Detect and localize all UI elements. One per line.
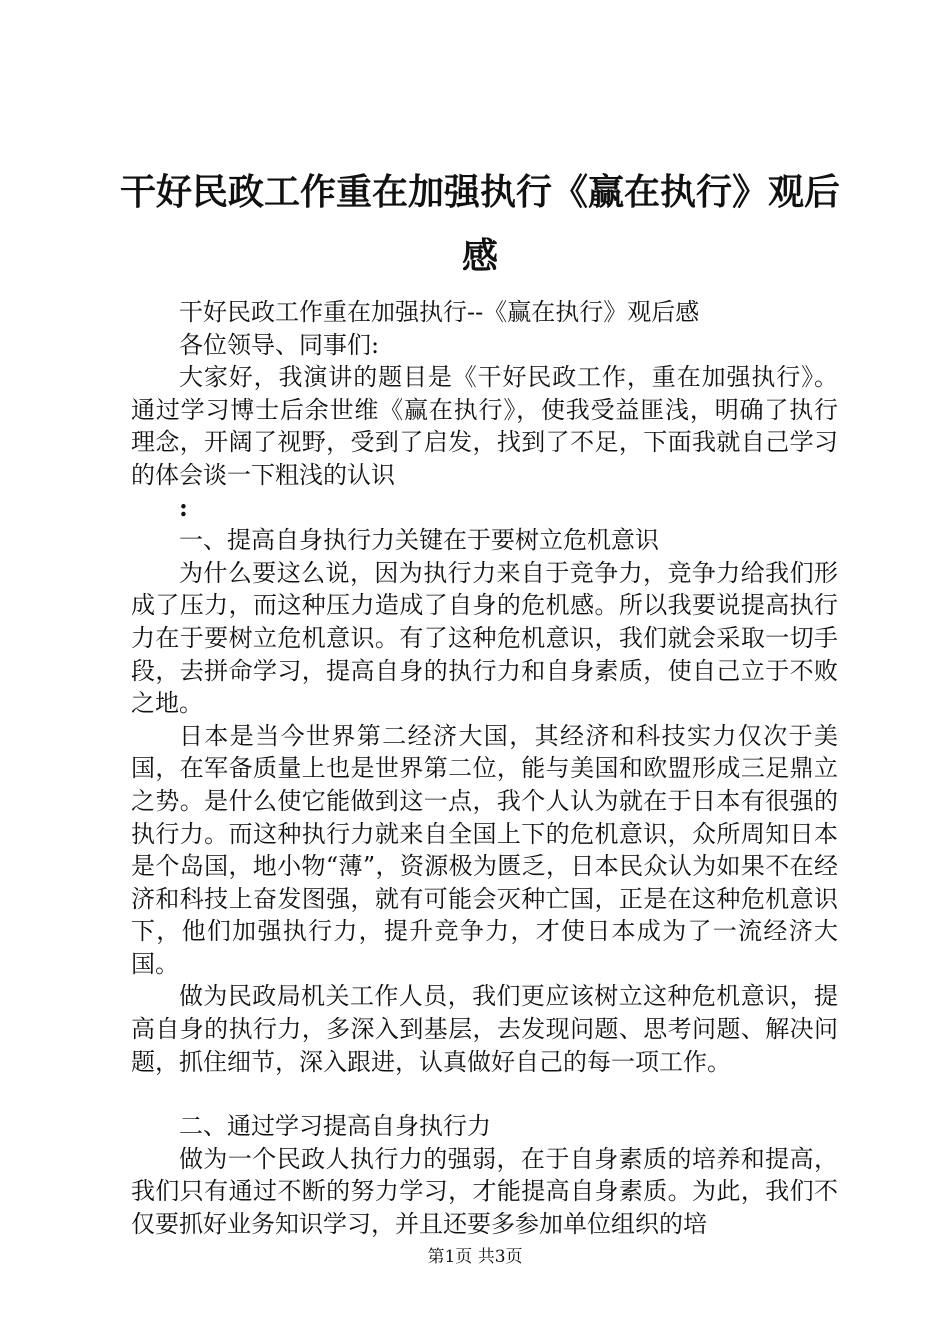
section-heading-1: 一、提高自身执行力关键在于要树立危机意识: [179, 526, 659, 555]
page-footer: 第1页 共3页: [427, 1247, 523, 1267]
paragraph: 做为民政局机关工作人员，我们更应该树立这种危机意识，提高自身的执行力，多深入到基层，去发现问题、思考问题、解决问题，抓住细节，深入跟进，认真做好自己的每一项工作。: [131, 982, 838, 1076]
section-heading-2: 二、通过学习提高自身执行力: [179, 1112, 491, 1141]
intro-colon: :: [179, 492, 188, 522]
document-body: [131, 296, 838, 1241]
paragraph: 做为一个民政人执行力的强弱，在于自身素质的培养和提高，我们只有通过不断的努力学习，才能提高自身素质。为此，我们不仅要抓好业务知识学习，并且还要多参加单位组织的培: [131, 1144, 838, 1239]
paragraph: 日本是当今世界第二经济大国，其经济和科技实力仅次于美国，在军备质量上也是世界第二位，能与美国和欧盟形成三足鼎立之势。是什么使它能做到这一点，我个人认为就在于日本有很强的执行力。而这种执行力就来自全国上下的危机意识，众所周知日本是个岛国，地小物“薄”，资源极为匮乏，日本民众认为如果不在经济和科技上奋发图强，就有可能会灭种亡国，正是在这种危机意识下，他们加强执行力，提升竞争力，才使日本成为了一流经济大国。: [131, 721, 838, 978]
paragraph: 为什么要这么说，因为执行力来自于竞争力，竞争力给我们形成了压力，而这种压力造成了自身的危机感。所以我要说提高执行力在于要树立危机意识。有了这种危机意识，我们就会采取一切手段，去拼命学习，提高自身的执行力和自身素质，使自己立于不败之地。: [131, 558, 838, 718]
subtitle-line: 干好民政工作重在加强执行--《赢在执行》观后感: [179, 298, 700, 326]
salutation: 各位领导、同事们:: [179, 330, 380, 359]
intro-paragraph: 大家好，我演讲的题目是《干好民政工作，重在加强执行》。通过学习博士后余世维《赢在执行》，使我受益匪浅，明确了执行理念，开阔了视野，受到了启发，找到了不足，下面我就自己学习的体会谈一下粗浅的认识: [131, 363, 838, 489]
document-title: 干好民政工作重在加强执行《赢在执行》观后感: [120, 171, 841, 277]
